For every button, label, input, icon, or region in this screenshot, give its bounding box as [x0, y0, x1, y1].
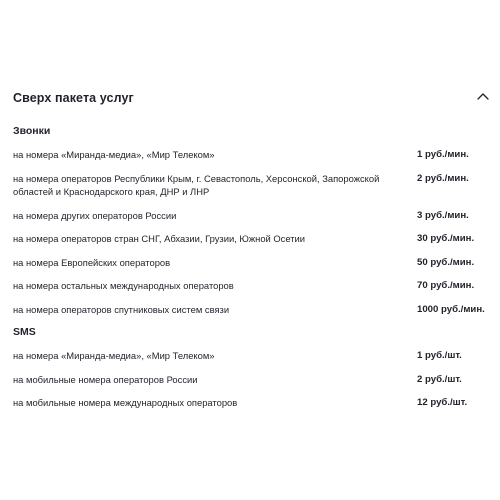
tariff-description: на номера операторов стран СНГ, Абхазии, Грузии, Южной Осетии — [13, 233, 306, 244]
tariff-description: на номера «Миранда-медиа», «Мир Телеком» — [13, 350, 215, 361]
tariff-price: 1 руб./шт. — [417, 350, 462, 361]
tariff-price: 12 руб./шт. — [417, 397, 468, 408]
table-row — [13, 279, 493, 293]
tariff-price: 30 руб./мин. — [417, 233, 475, 244]
tariff-description: на номера Европейских операторов — [13, 256, 171, 268]
table-row — [13, 232, 493, 246]
tariff-description: на мобильные номера операторов России — [13, 373, 198, 385]
extra-services-section — [13, 86, 493, 410]
table-row — [13, 396, 493, 410]
tariff-description: на номера других операторов России — [13, 209, 177, 221]
tariff-description: на номера «Миранда-медиа», «Мир Телеком» — [13, 149, 215, 160]
tariff-price: 1000 руб./мин. — [417, 303, 485, 315]
table-row — [13, 256, 493, 270]
section-header[interactable] — [13, 86, 493, 110]
section-title: Сверх пакета услуг — [13, 91, 134, 105]
calls-group-title: Звонки — [13, 125, 51, 137]
tariff-price: 2 руб./мин. — [417, 172, 469, 184]
table-row — [13, 349, 493, 363]
tariff-price: 3 руб./мин. — [417, 209, 469, 221]
tariff-price: 50 руб./мин. — [417, 256, 475, 268]
tariff-description: на номера остальных международных операторов — [13, 280, 234, 291]
table-row — [13, 209, 493, 223]
table-row — [13, 303, 493, 317]
tariff-description: на номера операторов Республики Крым, г. Севастополь, Херсонской, Запорожской областей и Краснодарского края, ДНР и ЛНР — [13, 172, 380, 197]
chevron-up-icon[interactable] — [476, 89, 490, 103]
table-row — [13, 148, 493, 162]
sms-group-title: SMS — [13, 326, 36, 338]
tariff-description: на мобильные номера международных операторов — [13, 397, 238, 408]
table-row — [13, 373, 493, 387]
tariff-description: на номера операторов спутниковых систем связи — [13, 303, 230, 315]
tariff-price: 1 руб./мин. — [417, 149, 469, 160]
tariff-price: 70 руб./мин. — [417, 280, 475, 291]
tariff-price: 2 руб./шт. — [417, 373, 462, 385]
table-row — [13, 172, 493, 199]
